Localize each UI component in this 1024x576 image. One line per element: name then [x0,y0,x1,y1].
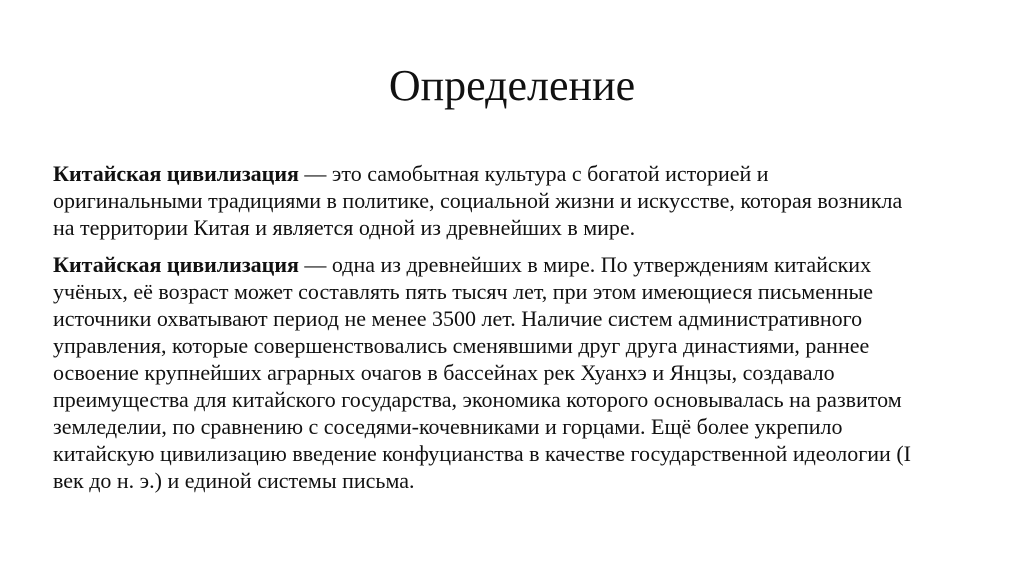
definition-paragraph-2 [53,251,913,494]
definition-paragraph-1 [53,160,913,241]
slide-title: Определение [388,61,636,110]
definition-term: Китайская цивилизация [53,252,299,277]
definition-text: — одна из древнейших в мире. По утверждениям китайских учёных, её возраст может составлять пять тысяч лет, при этом имеющиеся письменные источники охватывают период не менее 3500 лет. Наличие систем административного управления, которые совершенствовались сменявшими друг друга династиями, раннее освоение крупнейших аграрных очагов в бассейнах рек Хуанхэ и Янцзы, создавало преимущества для китайского государства, экономика которого основывалась на развитом земледелии, по сравнению с соседями-кочевниками и горцами. Ещё более укрепило китайскую цивилизацию введение конфуцианства в качестве государственной идеологии (I век до н. э.) и единой системы письма. [53,252,911,493]
slide-body [53,160,913,504]
definition-text: — это самобытная культура с богатой историей и оригинальными традициями в политике, социальной жизни и искусстве, которая возникла на территории Китая и является одной из древнейших в мире. [53,161,903,240]
definition-term: Китайская цивилизация [53,161,299,186]
